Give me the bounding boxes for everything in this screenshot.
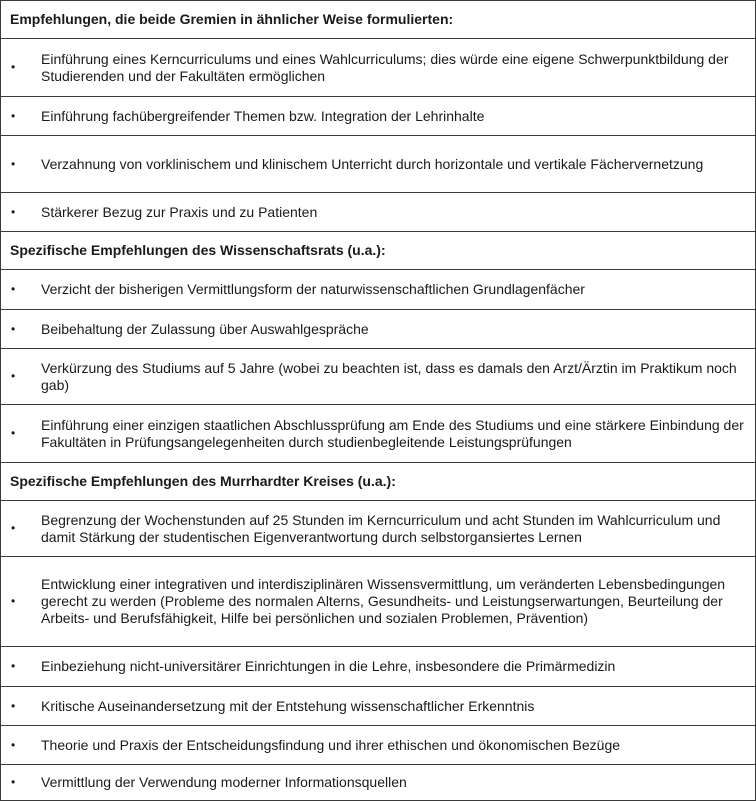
section-header: Spezifische Empfehlungen des Wissenschaftsrats (u.a.): bbox=[1, 232, 755, 270]
bullet-icon: • bbox=[11, 369, 16, 383]
list-item: • Einbeziehung nicht-universitärer Einrichtungen in die Lehre, insbesondere die Primärmedizin bbox=[1, 647, 755, 687]
list-item: • Verzicht der bisherigen Vermittlungsform der naturwissenschaftlichen Grundlagenfächer bbox=[1, 270, 755, 310]
bullet-icon: • bbox=[11, 737, 16, 752]
list-item: • Kritische Auseinandersetzung mit der Entstehung wissenschaftlicher Erkenntnis bbox=[1, 687, 755, 726]
bullet-icon: • bbox=[11, 204, 16, 219]
bullet-icon: • bbox=[11, 108, 16, 123]
list-item: • Stärkerer Bezug zur Praxis und zu Patienten bbox=[1, 193, 755, 232]
bullet-icon: • bbox=[11, 775, 16, 789]
list-item: • Entwicklung einer integrativen und interdisziplinären Wissensvermittlung, um veränderten Lebensbedingungen gerecht zu werden (Probleme des normalen Alterns, Gesundheits- und Leistungserwartungen, Beurteilung der Arbeits- und Berufsfähigkeit, Hilfe bei persönlichen und sozialen Problemen, Prävention) bbox=[1, 557, 755, 647]
bullet-icon: • bbox=[11, 321, 16, 336]
bullet-icon: • bbox=[11, 594, 16, 608]
section-header: Empfehlungen, die beide Gremien in ähnlicher Weise formulierten: bbox=[1, 1, 755, 39]
bullet-icon: • bbox=[11, 156, 16, 171]
list-item: • Begrenzung der Wochenstunden auf 25 Stunden im Kerncurriculum und acht Stunden im Wahlcurriculum und damit Stärkung der studentischen Eigenverantwortung durch selbstorgansiertes Lernen bbox=[1, 501, 755, 557]
bullet-icon: • bbox=[11, 521, 16, 535]
list-item: • Verzahnung von vorklinischem und klinischem Unterricht durch horizontale und vertikale Fächervernetzung bbox=[1, 136, 755, 193]
bullet-icon: • bbox=[11, 426, 16, 440]
list-item: • Verkürzung des Studiums auf 5 Jahre (wobei zu beachten ist, dass es damals den Arzt/Ärztin im Praktikum noch gab) bbox=[1, 349, 755, 405]
list-item: • Theorie und Praxis der Entscheidungsfindung und ihrer ethischen und ökonomischen Bezüge bbox=[1, 726, 755, 765]
section-header: Spezifische Empfehlungen des Murrhardter Kreises (u.a.): bbox=[1, 463, 755, 501]
list-item: • Einführung eines Kerncurriculums und eines Wahlcurriculums; dies würde eine eigene Schwerpunktbildung der Studierenden und der Fakultäten ermöglichen bbox=[1, 39, 755, 97]
list-item: • Beibehaltung der Zulassung über Auswahlgespräche bbox=[1, 310, 755, 349]
bullet-icon: • bbox=[11, 60, 16, 74]
bullet-icon: • bbox=[11, 659, 16, 673]
list-item: • Vermittlung der Verwendung moderner Informationsquellen bbox=[1, 765, 755, 800]
list-item: • Einführung einer einzigen staatlichen Abschlussprüfung am Ende des Studiums und eine stärkere Einbindung der Fakultäten in Prüfungsangelegenheiten durch studienbegleitende Leistungsprüfungen bbox=[1, 405, 755, 463]
list-item: • Einführung fachübergreifender Themen bzw. Integration der Lehrinhalte bbox=[1, 97, 755, 136]
bullet-icon: • bbox=[11, 698, 16, 713]
bullet-icon: • bbox=[11, 282, 16, 296]
